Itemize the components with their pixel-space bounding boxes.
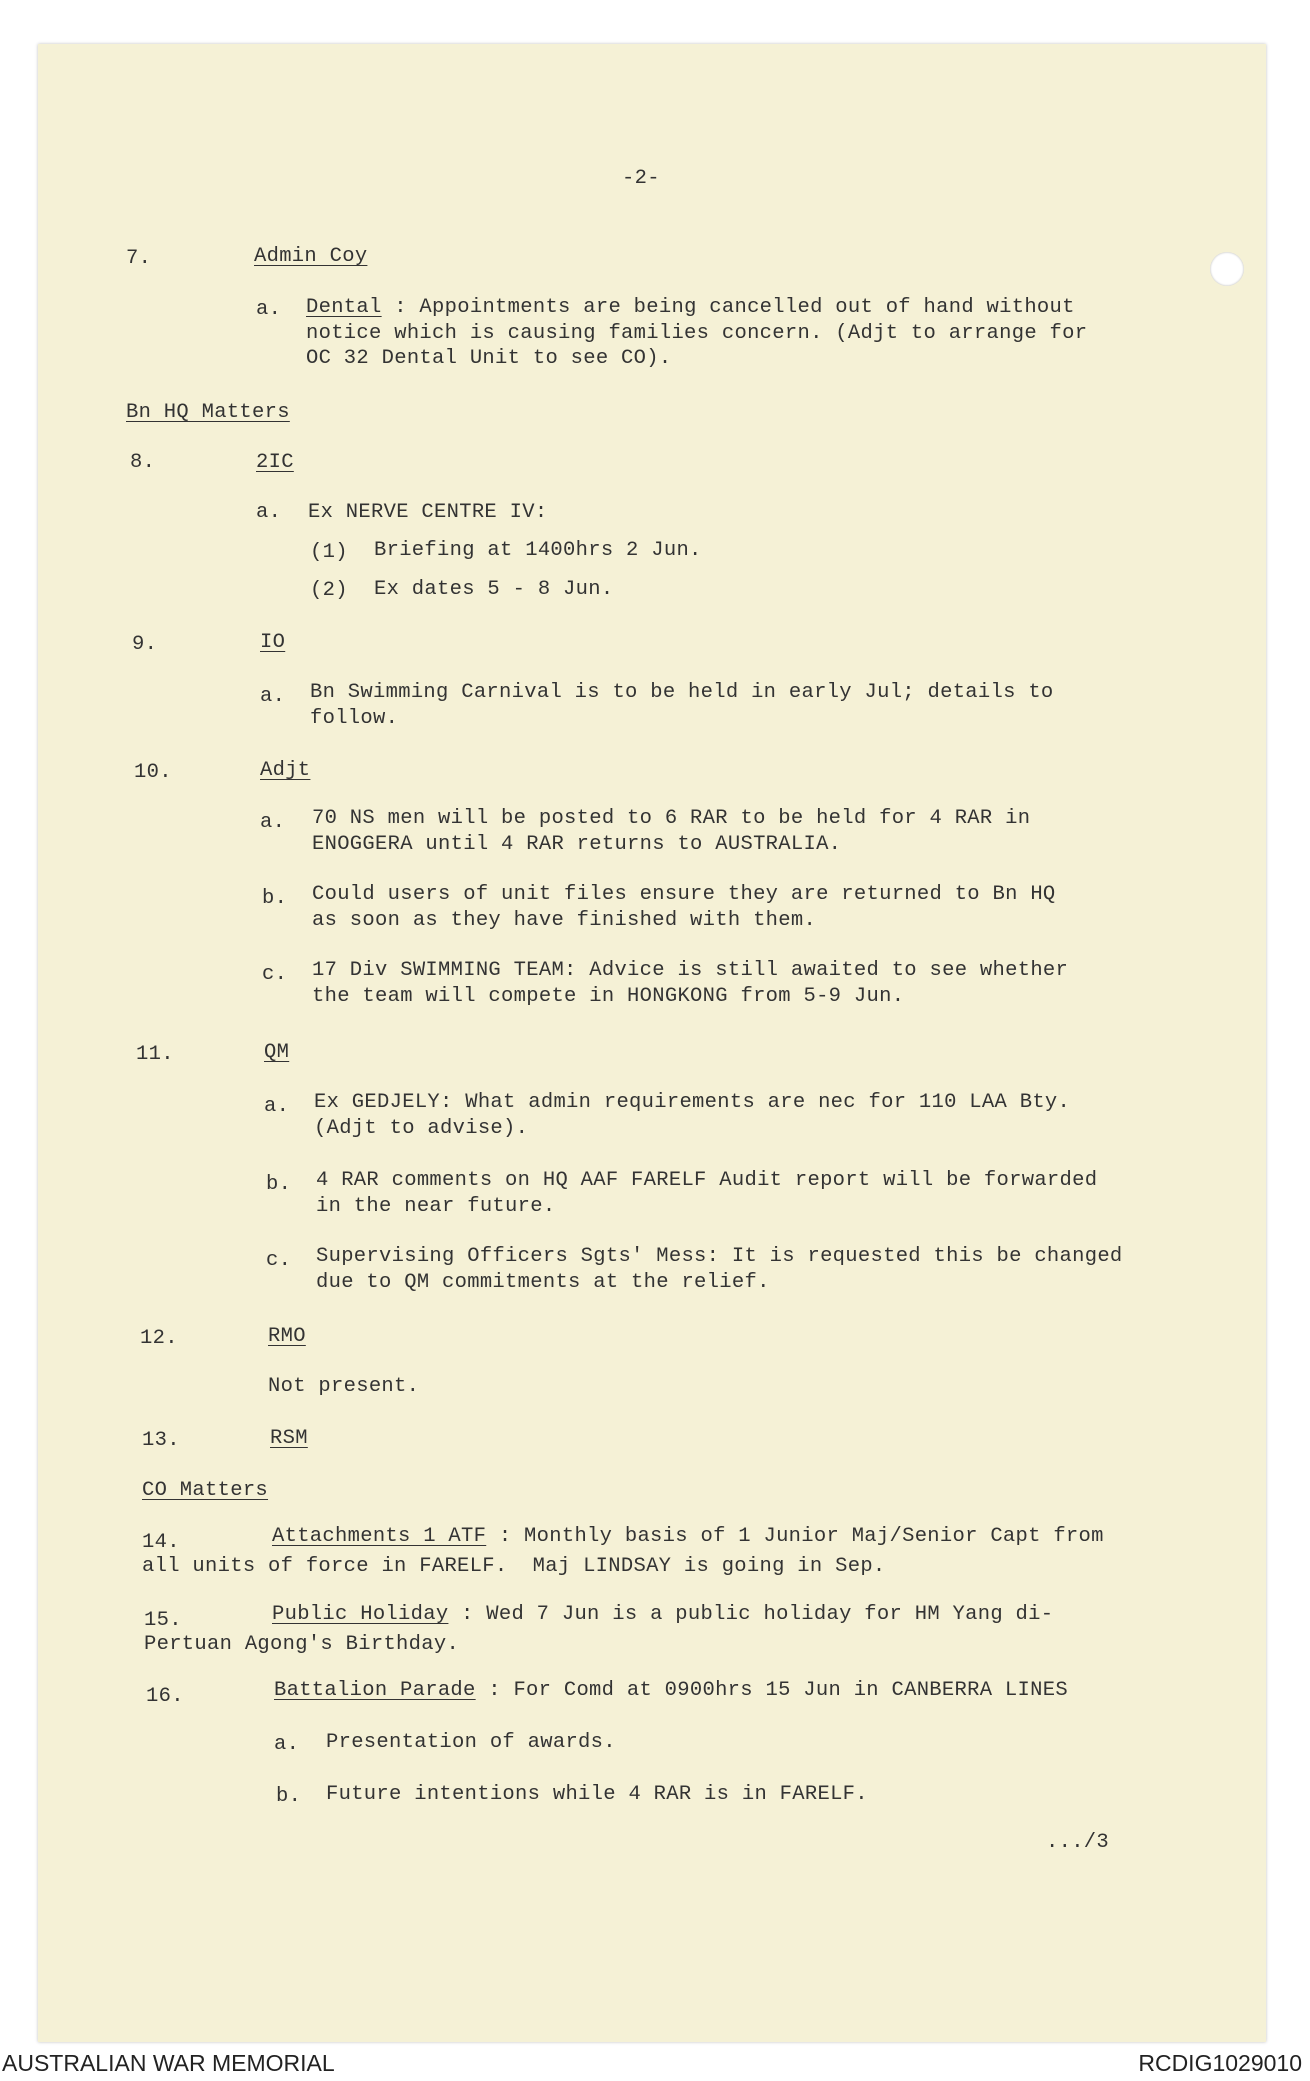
section-14-line1	[272, 1524, 1104, 1550]
section-11-number: 11.	[136, 1043, 174, 1066]
section-16-text1: : For Comd at 0900hrs 15 Jun in CANBERRA LINES	[475, 1679, 1068, 1702]
section-11-heading: QM	[264, 1041, 290, 1064]
section-9-heading: IO	[260, 631, 286, 654]
section-11a-line1: Ex GEDJELY: What admin requirements are nec for 110 LAA Bty.	[314, 1091, 1071, 1114]
section-13-number: 13.	[142, 1429, 180, 1452]
section-8-heading: 2IC	[256, 451, 294, 474]
section-15-line2: Pertuan Agong's Birthday.	[144, 1633, 460, 1656]
section-8a-text: Ex NERVE CENTRE IV:	[308, 501, 548, 524]
section-10a-letter: a.	[260, 811, 286, 834]
section-14-number: 14.	[142, 1531, 180, 1554]
section-14-text1: : Monthly basis of 1 Junior Maj/Senior Capt from	[486, 1525, 1104, 1548]
section-14-heading: Attachments 1 ATF	[272, 1525, 487, 1548]
section-16a-text: Presentation of awards.	[326, 1731, 616, 1754]
section-16-line1	[274, 1678, 1068, 1704]
section-7a-line3: OC 32 Dental Unit to see CO).	[306, 347, 672, 370]
punch-hole	[1210, 252, 1244, 286]
section-7a-letter: a.	[256, 298, 282, 321]
footer-id: RCDIG1029010	[1138, 2050, 1302, 2076]
continuation-marker: .../3	[1046, 1831, 1110, 1854]
section-10-heading: Adjt	[260, 759, 311, 782]
section-11a-letter: a.	[264, 1095, 290, 1118]
section-15-text1: : Wed 7 Jun is a public holiday for HM Yang di-	[448, 1603, 1054, 1626]
section-8a2-text: Ex dates 5 - 8 Jun.	[374, 578, 614, 601]
section-13-heading: RSM	[270, 1427, 308, 1450]
section-12-text: Not present.	[268, 1375, 420, 1398]
co-matters-heading: CO Matters	[142, 1479, 269, 1502]
document-page	[38, 44, 1266, 2042]
section-7-heading: Admin Coy	[254, 245, 368, 268]
section-8a-letter: a.	[256, 501, 282, 524]
section-16a-letter: a.	[274, 1733, 300, 1756]
section-16b-letter: b.	[276, 1785, 302, 1808]
section-11c-line2: due to QM commitments at the relief.	[316, 1271, 770, 1294]
section-11c-line1: Supervising Officers Sgts' Mess: It is requested this be changed	[316, 1245, 1123, 1268]
section-8a1-text: Briefing at 1400hrs 2 Jun.	[374, 539, 702, 562]
section-7a-label: Dental	[306, 296, 382, 319]
section-10b-letter: b.	[262, 887, 288, 910]
section-9a-letter: a.	[260, 685, 286, 708]
section-10c-line2: the team will compete in HONGKONG from 5-9 Jun.	[312, 985, 905, 1008]
section-16-number: 16.	[146, 1685, 184, 1708]
section-11a-line2: (Adjt to advise).	[314, 1117, 529, 1140]
section-7-number: 7.	[126, 247, 152, 270]
section-11b-line1: 4 RAR comments on HQ AAF FARELF Audit report will be forwarded	[316, 1169, 1098, 1192]
page-number: -2-	[622, 167, 660, 190]
section-10a-line1: 70 NS men will be posted to 6 RAR to be held for 4 RAR in	[312, 807, 1031, 830]
section-9a-line1: Bn Swimming Carnival is to be held in early Jul; details to	[310, 681, 1054, 704]
section-10a-line2: ENOGGERA until 4 RAR returns to AUSTRALIA.	[312, 833, 842, 856]
section-8a1-label: (1)	[310, 541, 348, 564]
section-11b-line2: in the near future.	[316, 1195, 556, 1218]
section-7a-text1: : Appointments are being cancelled out of hand without	[381, 296, 1075, 319]
section-7a-line2: notice which is causing families concern. (Adjt to arrange for	[306, 322, 1088, 345]
section-15-number: 15.	[144, 1609, 182, 1632]
section-14-line2: all units of force in FARELF. Maj LINDSAY is going in Sep.	[142, 1555, 886, 1578]
section-10c-letter: c.	[262, 963, 288, 986]
section-11c-letter: c.	[266, 1249, 292, 1272]
section-8-number: 8.	[130, 451, 156, 474]
section-16b-text: Future intentions while 4 RAR is in FARELF.	[326, 1783, 868, 1806]
section-15-line1	[272, 1602, 1053, 1628]
section-8a2-label: (2)	[310, 579, 348, 602]
section-12-heading: RMO	[268, 1325, 306, 1348]
section-10b-line1: Could users of unit files ensure they are returned to Bn HQ	[312, 883, 1056, 906]
section-15-heading: Public Holiday	[272, 1603, 449, 1626]
footer-source: AUSTRALIAN WAR MEMORIAL	[2, 2050, 335, 2076]
section-10-number: 10.	[134, 761, 172, 784]
bn-hq-matters-heading: Bn HQ Matters	[126, 401, 290, 424]
section-10c-line1: 17 Div SWIMMING TEAM: Advice is still awaited to see whether	[312, 959, 1069, 982]
section-9-number: 9.	[132, 633, 158, 656]
section-9a-line2: follow.	[310, 707, 399, 730]
section-7a-line1	[306, 295, 1075, 321]
section-10b-line2: as soon as they have finished with them.	[312, 909, 817, 932]
section-12-number: 12.	[140, 1327, 178, 1350]
section-11b-letter: b.	[266, 1173, 292, 1196]
section-16-heading: Battalion Parade	[274, 1679, 476, 1702]
